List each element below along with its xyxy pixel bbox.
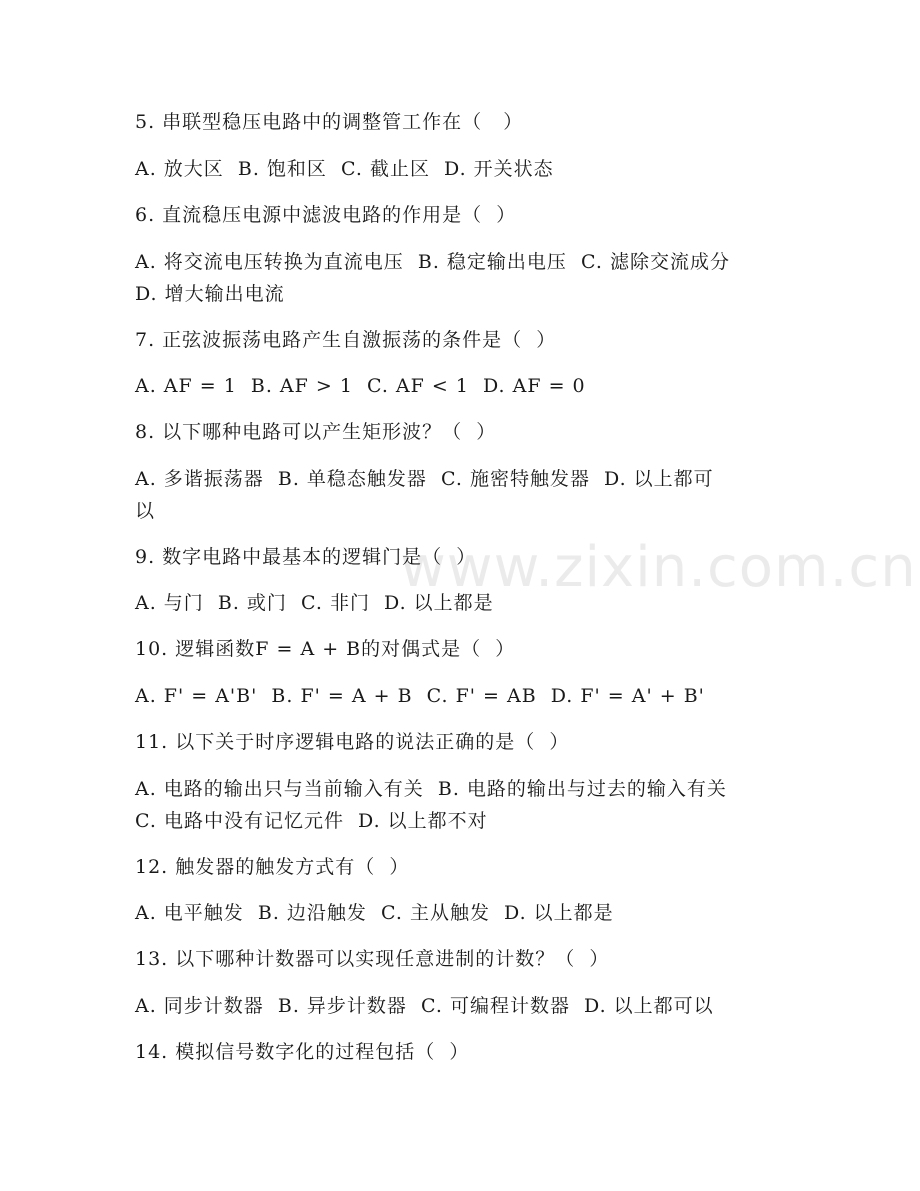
options-7: A. AF = 1 B. AF > 1 C. AF < 1 D. AF = 0	[135, 375, 586, 397]
options-11: A. 电路的输出只与当前输入有关 B. 电路的输出与过去的输入有关 C. 电路中没有记忆元件 D. 以上都不对	[135, 778, 727, 832]
options-5: A. 放大区 B. 饱和区 C. 截止区 D. 开关状态	[135, 158, 554, 180]
options-13: A. 同步计数器 B. 异步计数器 C. 可编程计数器 D. 以上都可以	[135, 995, 714, 1017]
question-5: 5. 串联型稳压电路中的调整管工作在（ ）	[135, 111, 524, 133]
options-6: A. 将交流电压转换为直流电压 B. 稳定输出电压 C. 滤除交流成分 D. 增大输出电流	[135, 251, 730, 305]
question-9: 9. 数字电路中最基本的逻辑门是（ ）	[135, 546, 477, 568]
options-10: A. F' = A'B' B. F' = A + B C. F' = AB D. F' = A' + B'	[135, 685, 705, 707]
question-12: 12. 触发器的触发方式有（ ）	[135, 856, 410, 878]
options-12: A. 电平触发 B. 边沿触发 C. 主从触发 D. 以上都是	[135, 902, 614, 924]
question-7: 7. 正弦波振荡电路产生自激振荡的条件是（ ）	[135, 329, 557, 351]
question-11: 11. 以下关于时序逻辑电路的说法正确的是（ ）	[135, 731, 570, 753]
options-8: A. 多谐振荡器 B. 单稳态触发器 C. 施密特触发器 D. 以上都可 以	[135, 468, 714, 522]
question-8: 8. 以下哪种电路可以产生矩形波？（ ）	[135, 421, 497, 443]
question-13: 13. 以下哪种计数器可以实现任意进制的计数？（ ）	[135, 948, 610, 970]
question-14: 14. 模拟信号数字化的过程包括（ ）	[135, 1041, 470, 1063]
question-6: 6. 直流稳压电源中滤波电路的作用是（ ）	[135, 204, 517, 226]
question-10: 10. 逻辑函数F = A + B的对偶式是（ ）	[135, 638, 516, 660]
options-9: A. 与门 B. 或门 C. 非门 D. 以上都是	[135, 592, 494, 614]
watermark: www.zixin.com.cn	[400, 535, 917, 600]
